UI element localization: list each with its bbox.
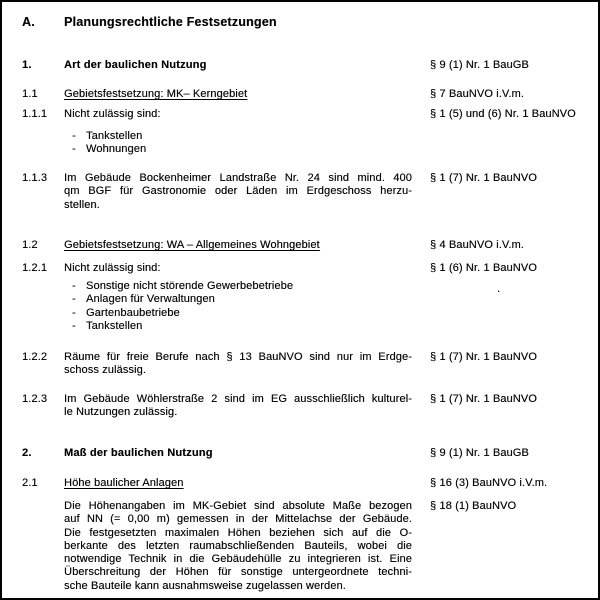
paragraph-line: Überschreitung der Höhen für sonstige untergeordnete techni- [64, 566, 412, 579]
section-paragraph [64, 393, 412, 420]
paragraph-line: schoss zulässig. [64, 364, 147, 377]
section-paragraph [64, 500, 412, 593]
section-title: Gebietsfestsetzung: WA – Allgemeines Wohngebiet [64, 239, 320, 251]
scan-border-gap-bottom [546, 595, 598, 598]
section-number: 1.1.1 [22, 108, 48, 120]
list-item [2, 143, 598, 156]
list-item [2, 280, 598, 293]
section-title: Höhe baulicher Anlagen [64, 477, 184, 489]
paragraph-line: Räume für freie Berufe nach § 13 BauNVO sind nur im Erdge- [64, 351, 412, 363]
legal-reference: § 1 (7) Nr. 1 BauNVO [430, 172, 537, 184]
paragraph-line: Im Gebäude Bockenheimer Landstraße Nr. 24 sind mind. 400 [64, 172, 412, 184]
section-number: 2. [22, 447, 32, 459]
section-number: 1. [22, 59, 32, 71]
paragraph-line: berkante des letzten raumabschließenden Bauteils, wobei die [64, 539, 412, 552]
bullet-item-label: Gartenbaubetriebe [86, 306, 180, 319]
paragraph-line: sche Bauteile kann ausnahmsweise zugelassen werden. [64, 579, 346, 592]
bullet-item-label: Anlagen für Verwaltungen [86, 293, 215, 306]
paragraph-line: stellen. [64, 198, 100, 211]
scan-artifact-dot: . [497, 283, 501, 295]
scan-border-gap-right [595, 552, 598, 598]
section-paragraph [64, 351, 412, 378]
list-item [2, 307, 598, 320]
paragraph-line: Die festgesetzten maximalen Höhen beziehen sich auf die O- [64, 526, 412, 539]
section-title: Gebietsfestsetzung: MK– Kerngebiet [64, 88, 248, 100]
bullet-dash: - [72, 293, 76, 306]
section-number: 1.2.1 [22, 262, 48, 274]
section-title: Maß der baulichen Nutzung [64, 447, 213, 459]
list-item [2, 130, 598, 143]
section-title: Nicht zulässig sind: [64, 108, 161, 120]
bullet-dash: - [72, 280, 76, 292]
legal-reference: § 1 (5) und (6) Nr. 1 BauNVO [430, 108, 576, 120]
section-number: 1.1.3 [22, 172, 48, 184]
legal-reference: § 1 (7) Nr. 1 BauNVO [430, 351, 537, 363]
bullet-item-label: Sonstige nicht störende Gewerbebetriebe [86, 280, 294, 292]
section-number: 1.2 [22, 239, 38, 251]
section-number: 1.2.2 [22, 351, 48, 363]
legal-reference: § 7 BauNVO i.V.m. [430, 88, 524, 100]
section-number: 1.1 [22, 88, 38, 100]
document-title: Planungsrechtliche Festsetzungen [64, 15, 277, 29]
paragraph-line: Die Höhenangaben im MK-Gebiet sind absolute Maße bezogen [64, 500, 412, 512]
bullet-dash: - [72, 319, 76, 332]
bullet-list-mk [2, 130, 598, 157]
paragraph-line: notwendige Technik in die Gebäudehülle zu integrieren ist. Eine [64, 553, 412, 566]
bullet-dash: - [72, 143, 76, 156]
bullet-list-wa [2, 280, 598, 333]
section-paragraph [64, 172, 412, 212]
bullet-item-label: Tankstellen [86, 319, 143, 332]
paragraph-line: le Nutzungen zulässig. [64, 406, 178, 419]
legal-reference: § 18 (1) BauNVO [430, 500, 517, 512]
section-number: 1.2.3 [22, 393, 48, 405]
bullet-dash: - [72, 130, 76, 142]
bullet-dash: - [72, 306, 76, 319]
legal-reference: § 1 (6) Nr. 1 BauNVO [430, 262, 537, 274]
paragraph-line: auf NN (= 0,00 m) gemessen in der Mittelachse der Gebäude. [64, 513, 412, 526]
bullet-item-label: Tankstellen [86, 130, 143, 142]
bullet-item-label: Wohnungen [86, 143, 147, 156]
list-item [2, 320, 598, 333]
section-title: Nicht zulässig sind: [64, 262, 161, 274]
paragraph-line: qm BGF für Gastronomie oder Läden im Erdgeschoss herzu- [64, 185, 412, 198]
legal-reference: § 9 (1) Nr. 1 BauGB [430, 447, 529, 459]
legal-reference: § 4 BauNVO i.V.m. [430, 239, 524, 251]
section-number: 2.1 [22, 477, 38, 489]
legal-reference: § 1 (7) Nr. 1 BauNVO [430, 393, 537, 405]
list-item [2, 293, 598, 306]
legal-reference: § 9 (1) Nr. 1 BauGB [430, 59, 529, 71]
paragraph-line: Im Gebäude Wöhlerstraße 2 sind im EG ausschließlich kulturel- [64, 393, 412, 405]
legal-reference: § 16 (3) BauNVO i.V.m. [430, 477, 548, 489]
heading-number: A. [22, 15, 35, 29]
section-title: Art der baulichen Nutzung [64, 59, 207, 71]
